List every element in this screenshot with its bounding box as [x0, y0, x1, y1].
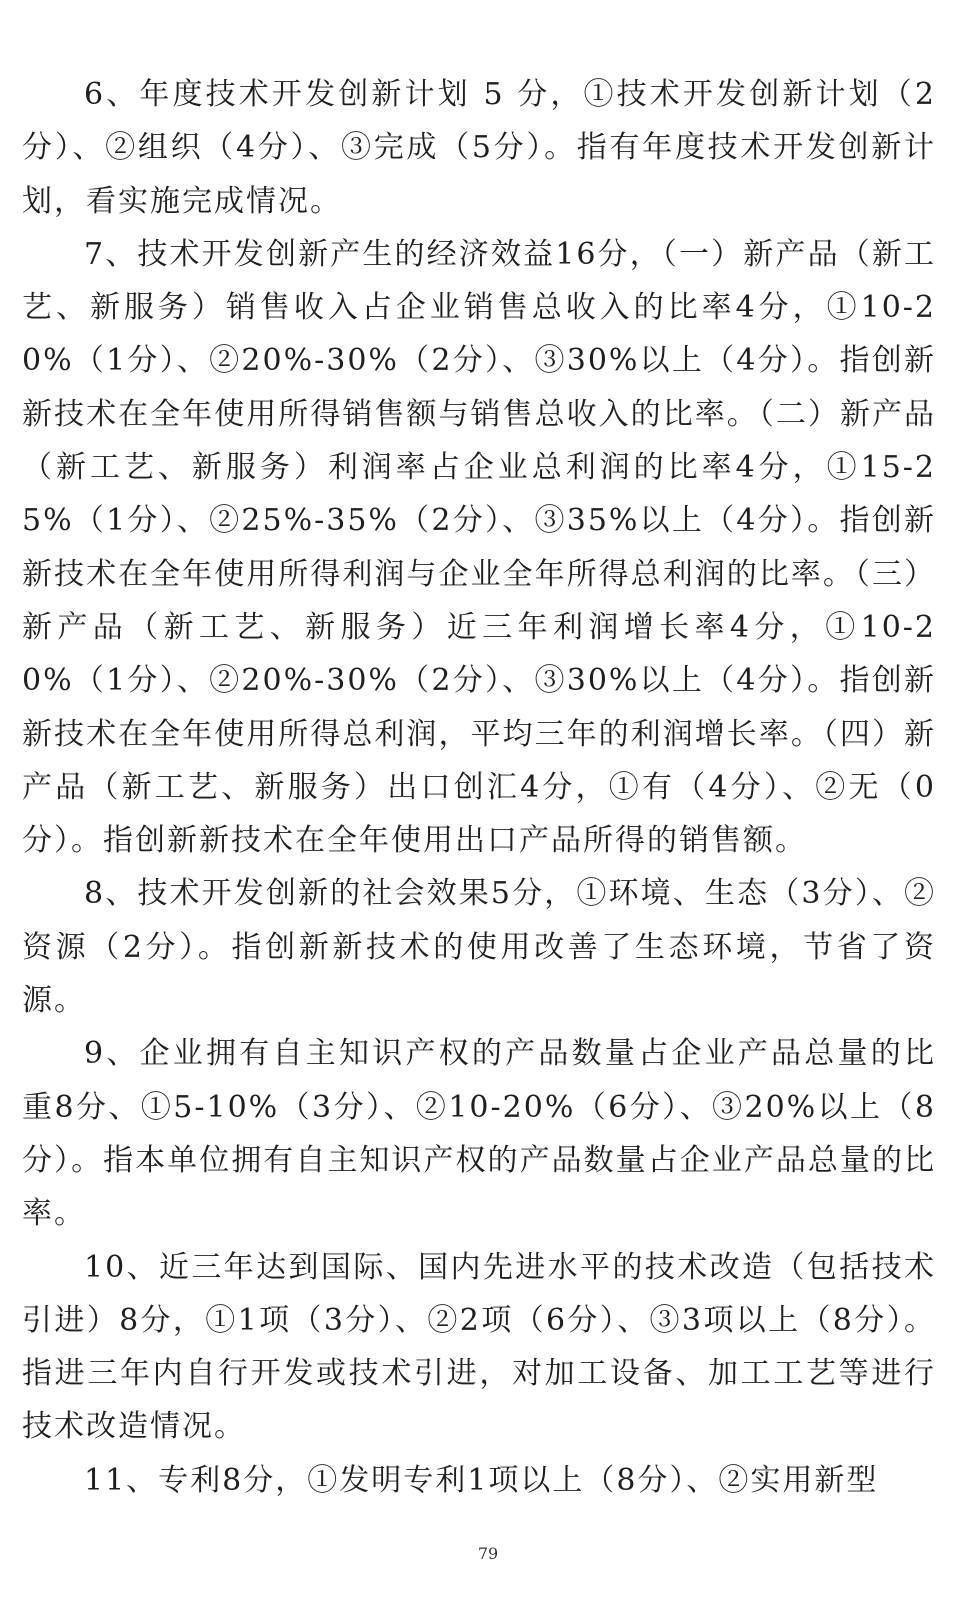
paragraph-item-9: 9、企业拥有自主知识产权的产品数量占企业产品总量的比重8分、①5-10%（3分）、②10-20%（6分）、③20%以上（8分）。指本单位拥有自主知识产权的产品数量占企业产品总量的比率。: [22, 1036, 936, 1232]
page-number: 79: [477, 1544, 499, 1563]
paragraph-item-10: 10、近三年达到国际、国内先进水平的技术改造（包括技术引进）8分，①1项（3分）、②2项（6分）、③3项以上（8分）。指进三年内自行开发或技术引进，对加工设备、加工工艺等进行技术改造情况。: [22, 1249, 936, 1445]
paragraph-item-6: 6、年度技术开发创新计划 5 分，①技术开发创新计划（2分）、②组织（4分）、③完成（5分）。指有年度技术开发创新计划，看实施完成情况。: [22, 77, 936, 219]
paragraph-item-8: 8、技术开发创新的社会效果5分，①环境、生态（3分）、②资源（2分）。指创新新技术的使用改善了生态环境，节省了资源。: [22, 876, 936, 1019]
paragraph-item-11: 11、专利8分，①发明专利1项以上（8分）、②实用新型: [84, 1462, 879, 1498]
paragraph-item-7: 7、技术开发创新产生的经济效益16分，（一）新产品（新工艺、新服务）销售收入占企业销售总收入的比率4分，①10-20%（1分）、②20%-30%（2分）、③30%以上（4分）。指创新新技术在全年使用所得销售额与销售总收入的比率。（二）新产品（新工艺、新服务）利润率占企业总利润的比率4分，①15-25%（1分）、②25%-35%（2分）、③35%以上（4分）。指创新新技术在全年使用所得利润与企业全年所得总利润的比率。（三）新产品（新工艺、新服务）近三年利润增长率4分，①10-20%（1分）、②20%-30%（2分）、③30%以上（4分）。指创新新技术在全年使用所得总利润，平均三年的利润增长率。（四）新产品（新工艺、新服务）出口创汇4分，①有（4分）、②无（0分）。指创新新技术在全年使用出口产品所得的销售额。: [22, 236, 936, 859]
